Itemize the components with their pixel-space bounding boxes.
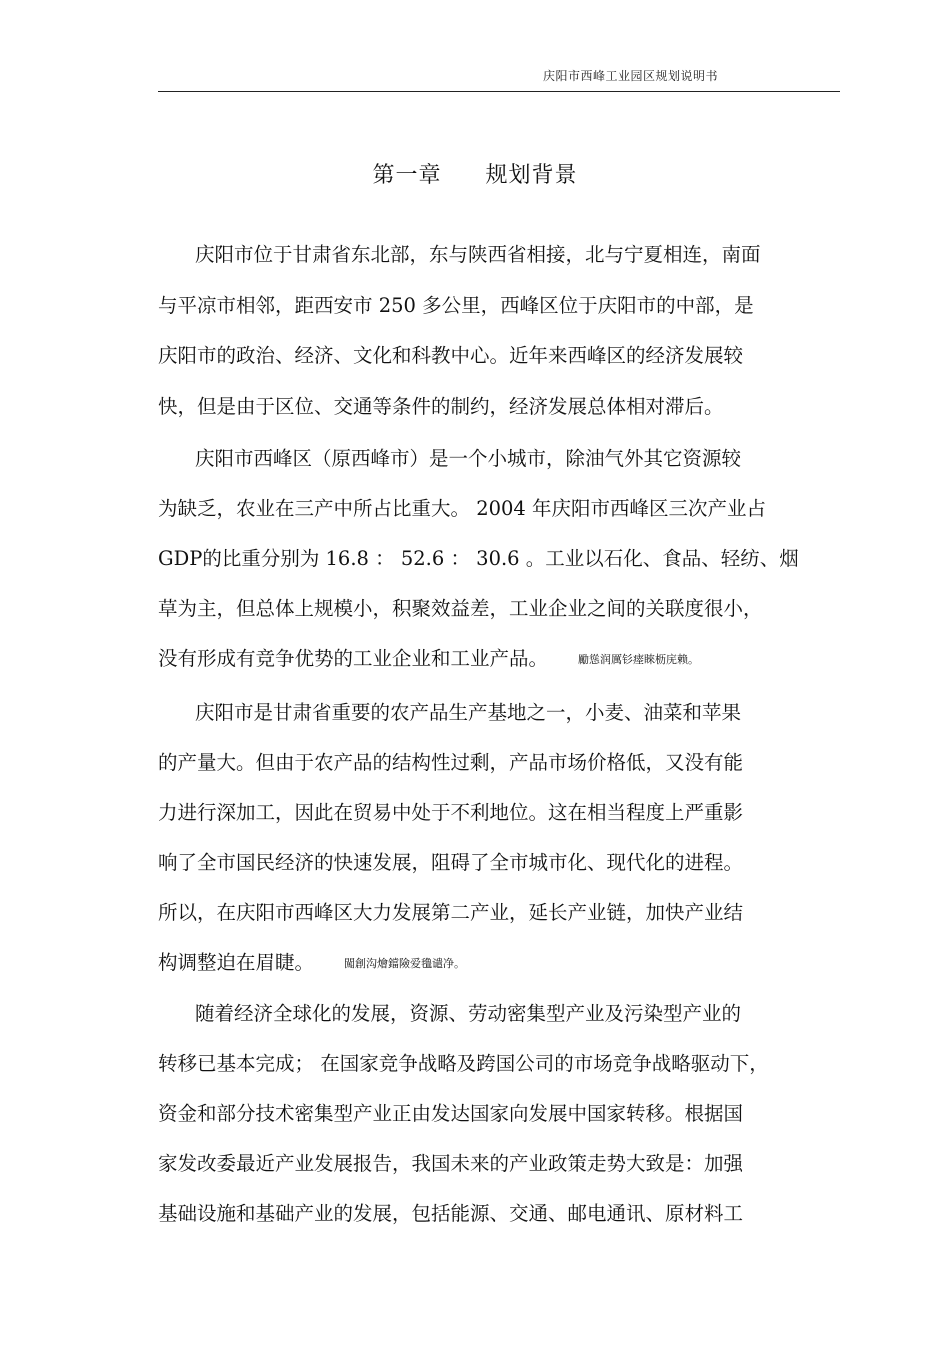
garbled-note: 勵慫润厲钐瘗睞枥庑赖。 — [578, 653, 700, 666]
running-header: 庆阳市西峰工业园区规划说明书 — [542, 69, 718, 83]
garbled-note: 闖創沟燴鐺險爱氇谴净。 — [344, 957, 466, 970]
text-line: 响了全市国民经济的快速发展，阻碍了全市城市化、现代化的进程。 — [158, 851, 744, 874]
header-rule — [158, 91, 840, 92]
text-line: 为缺乏，农业在三产中所占比重大。 2004 年庆阳市西峰区三次产业占 — [158, 497, 767, 520]
text-line-with-note — [158, 649, 699, 669]
chapter-title — [0, 158, 950, 189]
chapter-number: 第一章 — [372, 163, 442, 188]
text-line: 庆阳市的政治、经济、文化和科教中心。近年来西峰区的经济发展较 — [158, 344, 744, 367]
text-line: 没有形成有竞争优势的工业企业和工业产品。 — [158, 647, 549, 670]
text-line: 资金和部分技术密集型产业正由发达国家向发展中国家转移。根据国 — [158, 1102, 744, 1125]
text-line: 所以，在庆阳市西峰区大力发展第二产业，延长产业链，加快产业结 — [158, 901, 744, 924]
text-line: 基础设施和基础产业的发展，包括能源、交通、邮电通讯、原材料工 — [158, 1202, 744, 1225]
chapter-name: 规划背景 — [485, 163, 578, 188]
text-line: 力进行深加工，因此在贸易中处于不利地位。这在相当程度上严重影 — [158, 801, 744, 824]
text-line: 快，但是由于区位、交通等条件的制约，经济发展总体相对滞后。 — [158, 395, 724, 418]
text-line: 的产量大。但由于农产品的结构性过剩，产品市场价格低，又没有能 — [158, 751, 744, 774]
text-line: 转移已基本完成； 在国家竞争战略及跨国公司的市场竞争战略驱动下， — [158, 1052, 769, 1075]
text-line: 与平凉市相邻，距西安市 250 多公里，西峰区位于庆阳市的中部，是 — [158, 294, 754, 317]
text-line: 随着经济全球化的发展，资源、劳动密集型产业及污染型产业的 — [195, 1002, 742, 1025]
text-line: 构调整迫在眉睫。 — [158, 951, 315, 974]
text-line: 草为主，但总体上规模小，积聚效益差，工业企业之间的关联度很小， — [158, 597, 763, 620]
text-line: 庆阳市是甘肃省重要的农产品生产基地之一，小麦、油菜和苹果 — [195, 701, 742, 724]
text-line: 庆阳市西峰区（原西峰市）是一个小城市，除油气外其它资源较 — [195, 447, 742, 470]
text-line-with-note — [158, 953, 465, 973]
text-line: 庆阳市位于甘肃省东北部，东与陕西省相接，北与宁夏相连，南面 — [195, 243, 761, 266]
text-line: 家发改委最近产业发展报告，我国未来的产业政策走势大致是：加强 — [158, 1152, 744, 1175]
text-line: GDP的比重分别为 16.8 ： 52.6 ： 30.6 。工业以石化、食品、轻纺、烟 — [158, 547, 799, 570]
